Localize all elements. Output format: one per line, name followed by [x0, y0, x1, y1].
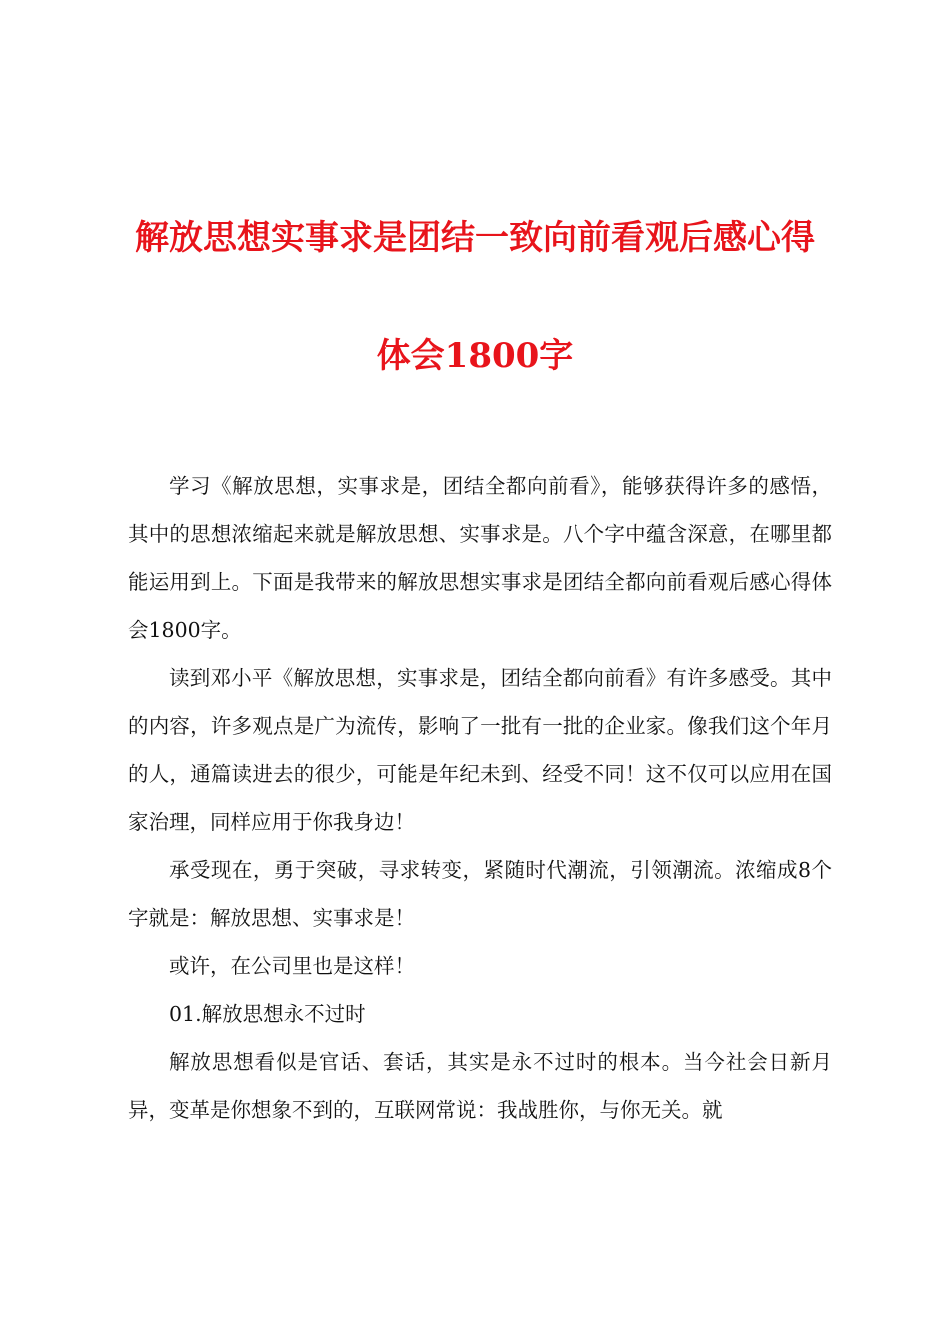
paragraph-intro: 学习《解放思想，实事求是，团结全都向前看》，能够获得许多的感悟，其中的思想浓缩起来就是解放思想、实事求是。八个字中蕴含深意，在哪里都能运用到上。下面是我带来的解放思想实事求是团结全都向前看观后感心得体会1800字。: [128, 474, 832, 642]
document-body: [128, 462, 832, 1134]
paragraph-reading: 读到邓小平《解放思想，实事求是，团结全都向前看》有许多感受。其中的内容，许多观点是广为流传，影响了一批有一批的企业家。像我们这个年月的人，通篇读进去的很少，可能是年纪未到、经受不同！这不仅可以应用在国家治理，同样应用于你我身边！: [128, 666, 832, 834]
paragraph-accept: 承受现在，勇于突破，寻求转变，紧随时代潮流，引领潮流。浓缩成8个字就是：解放思想、实事求是！: [128, 858, 832, 930]
paragraph-emancipation: 解放思想看似是官话、套话，其实是永不过时的根本。当今社会日新月异，变革是你想象不到的，互联网常说：我战胜你，与你无关。就: [128, 1050, 832, 1122]
document-title-line-1: 解放思想实事求是团结一致向前看观后感心得: [135, 218, 815, 258]
section-heading-01: 01.解放思想永不过时: [169, 1002, 366, 1026]
document-title-line-2: 体会1800字: [376, 336, 574, 376]
paragraph-company: 或许，在公司里也是这样！: [169, 954, 415, 978]
